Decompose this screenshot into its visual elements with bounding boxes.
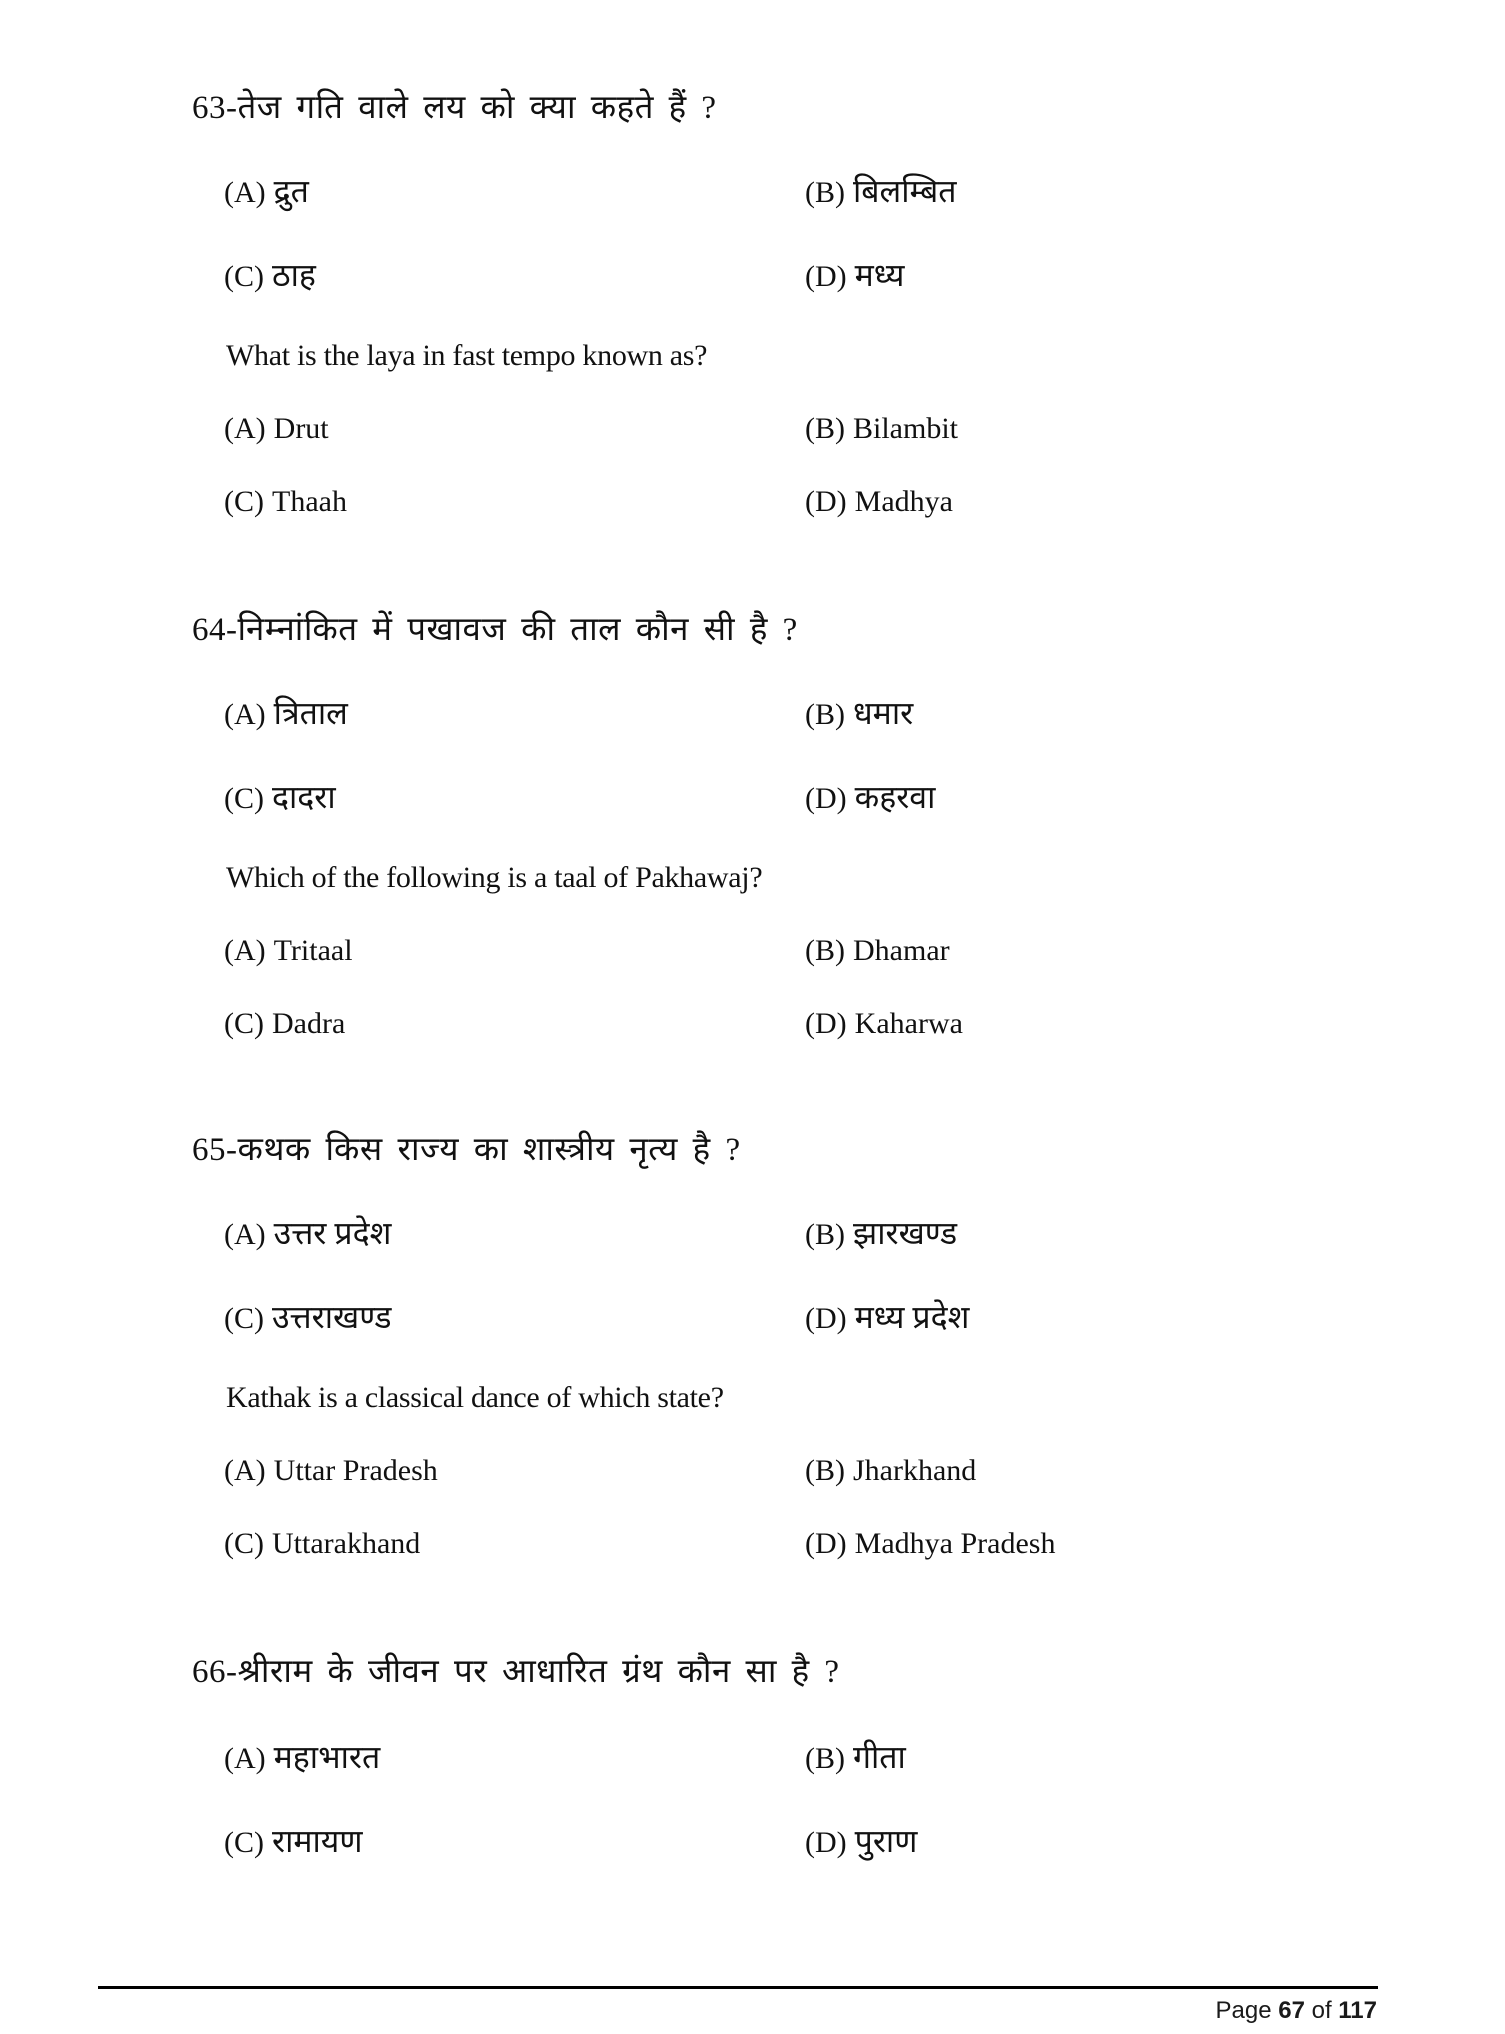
- option-letter: (B): [805, 698, 845, 731]
- option-letter: (D): [805, 1007, 847, 1040]
- option-b-hindi: [805, 1738, 906, 1778]
- option-letter: (B): [805, 1742, 845, 1775]
- option-text: मध्य प्रदेश: [854, 1299, 970, 1335]
- option-letter: (D): [805, 260, 847, 293]
- option-text: Uttarakhand: [272, 1527, 421, 1560]
- option-a-hindi: [224, 172, 309, 212]
- option-b-hindi: [805, 694, 913, 734]
- option-letter: (B): [805, 1454, 845, 1487]
- option-text: गीता: [853, 1739, 906, 1775]
- option-c-hindi: [224, 778, 336, 818]
- option-text: पुराण: [854, 1823, 918, 1859]
- option-letter: (C): [224, 260, 264, 293]
- option-text: मध्य: [854, 257, 905, 293]
- option-b-english: [805, 410, 958, 448]
- option-letter: (B): [805, 412, 845, 445]
- option-text: रामायण: [272, 1823, 363, 1859]
- option-d-hindi: [805, 256, 904, 296]
- option-letter: (A): [224, 412, 266, 445]
- option-b-english: [805, 1452, 976, 1490]
- option-text: उत्तर प्रदेश: [273, 1215, 392, 1251]
- option-letter: (C): [224, 1826, 264, 1859]
- option-letter: (C): [224, 1302, 264, 1335]
- option-text: Uttar Pradesh: [273, 1454, 438, 1487]
- option-d-hindi: [805, 1298, 969, 1338]
- option-c-english: [224, 1005, 345, 1043]
- footer-divider: [98, 1986, 1378, 1989]
- option-a-hindi: [224, 694, 348, 734]
- option-letter: (B): [805, 176, 845, 209]
- option-c-hindi: [224, 1298, 392, 1338]
- option-letter: (C): [224, 1007, 264, 1040]
- option-c-hindi: [224, 1822, 363, 1862]
- option-d-english: [805, 1005, 963, 1043]
- option-letter: (A): [224, 934, 266, 967]
- option-letter: (D): [805, 1826, 847, 1859]
- option-letter: (B): [805, 934, 845, 967]
- option-a-english: [224, 1452, 438, 1490]
- option-letter: (A): [224, 1742, 266, 1775]
- option-c-hindi: [224, 256, 316, 296]
- option-letter: (C): [224, 485, 264, 518]
- option-text: महाभारत: [273, 1739, 381, 1775]
- question-prompt-english: Kathak is a classical dance of which state?: [226, 1381, 724, 1414]
- option-b-hindi: [805, 172, 956, 212]
- option-letter: (A): [224, 176, 266, 209]
- option-a-english: [224, 410, 329, 448]
- total-pages: 117: [1338, 1997, 1377, 2024]
- option-letter: (A): [224, 1218, 266, 1251]
- option-text: दादरा: [272, 779, 336, 815]
- option-d-hindi: [805, 778, 935, 818]
- option-letter: (A): [224, 698, 266, 731]
- question-prompt-hindi: 65-कथक किस राज्य का शास्त्रीय नृत्य है ?: [192, 1132, 741, 1168]
- option-text: उत्तराखण्ड: [272, 1299, 392, 1335]
- question-prompt-english: Which of the following is a taal of Pakhawaj?: [226, 861, 763, 894]
- option-text: Madhya Pradesh: [854, 1527, 1056, 1560]
- option-text: Drut: [273, 412, 329, 445]
- option-d-hindi: [805, 1822, 917, 1862]
- question-prompt-hindi: 66-श्रीराम के जीवन पर आधारित ग्रंथ कौन सा है ?: [192, 1654, 840, 1690]
- page-separator: of: [1311, 1997, 1332, 2024]
- option-text: Tritaal: [273, 934, 353, 967]
- option-d-english: [805, 483, 953, 521]
- page-prefix: Page: [1215, 1997, 1272, 2024]
- option-letter: (A): [224, 1454, 266, 1487]
- option-text: Dadra: [272, 1007, 346, 1040]
- option-d-english: [805, 1525, 1055, 1563]
- option-text: Dhamar: [853, 934, 950, 967]
- current-page: 67: [1278, 1997, 1305, 2024]
- option-text: Thaah: [272, 485, 347, 518]
- option-text: द्रुत: [273, 173, 309, 209]
- option-text: Bilambit: [853, 412, 958, 445]
- option-letter: (C): [224, 1527, 264, 1560]
- option-text: त्रिताल: [273, 695, 348, 731]
- question-prompt-english: What is the laya in fast tempo known as?: [226, 339, 708, 372]
- option-text: Madhya: [854, 485, 953, 518]
- option-text: Kaharwa: [854, 1007, 963, 1040]
- option-letter: (D): [805, 1527, 847, 1560]
- option-letter: (D): [805, 485, 847, 518]
- option-text: बिलम्बित: [853, 173, 957, 209]
- option-a-english: [224, 932, 353, 970]
- option-c-english: [224, 1525, 420, 1563]
- option-text: झारखण्ड: [853, 1215, 958, 1251]
- question-prompt-hindi: 63-तेज गति वाले लय को क्या कहते हैं ?: [192, 90, 717, 126]
- option-letter: (D): [805, 782, 847, 815]
- option-text: ठाह: [272, 257, 316, 293]
- option-a-hindi: [224, 1738, 380, 1778]
- option-letter: (D): [805, 1302, 847, 1335]
- question-prompt-hindi: 64-निम्नांकित में पखावज की ताल कौन सी है ?: [192, 612, 798, 648]
- option-b-english: [805, 932, 950, 970]
- page-number: [1215, 1996, 1377, 2026]
- option-c-english: [224, 483, 347, 521]
- option-text: धमार: [853, 695, 914, 731]
- option-text: Jharkhand: [853, 1454, 977, 1487]
- option-a-hindi: [224, 1214, 391, 1254]
- option-b-hindi: [805, 1214, 957, 1254]
- option-letter: (B): [805, 1218, 845, 1251]
- option-text: कहरवा: [854, 779, 936, 815]
- option-letter: (C): [224, 782, 264, 815]
